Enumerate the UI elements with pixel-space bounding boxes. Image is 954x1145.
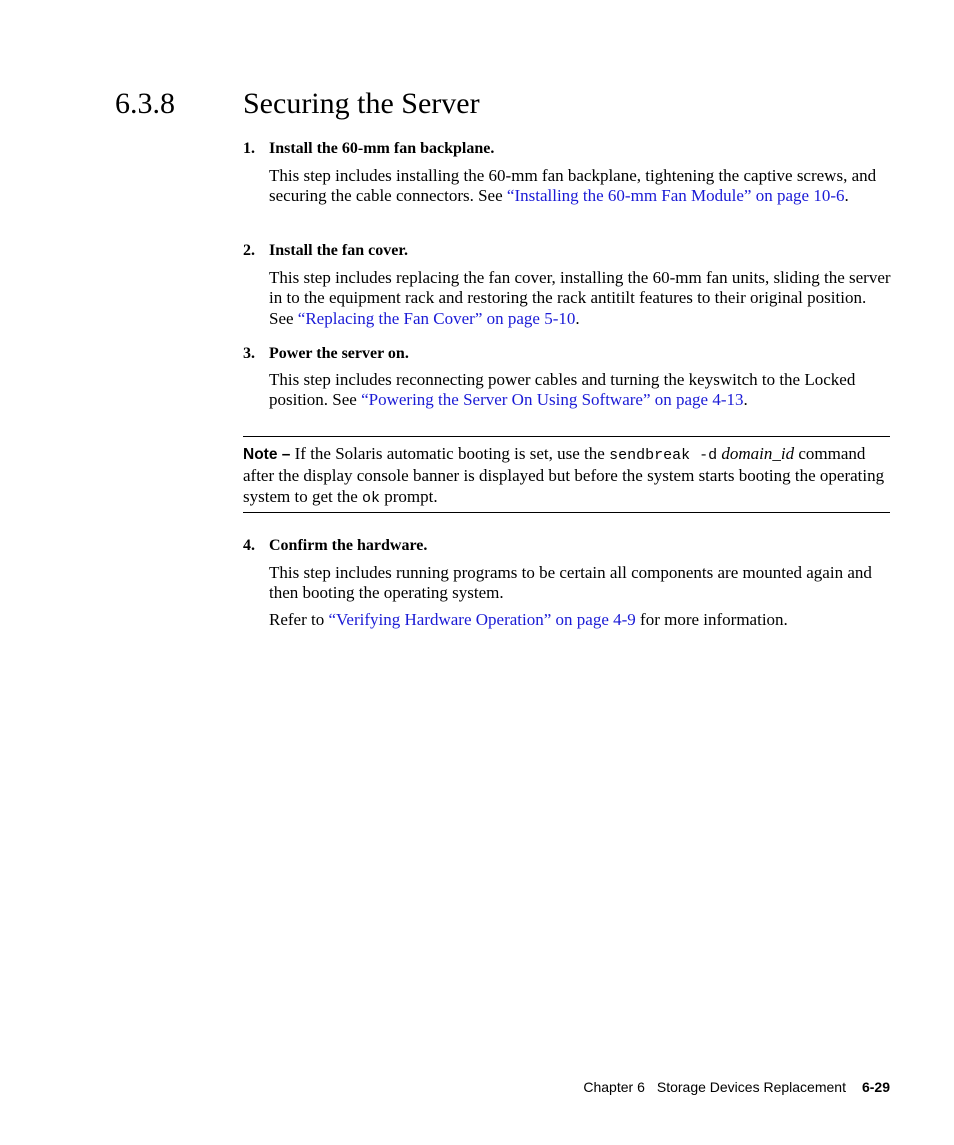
section-number: 6.3.8	[115, 87, 175, 120]
step-number: 2.	[243, 242, 255, 259]
paragraph-text: .	[743, 390, 748, 410]
step-2-paragraph	[269, 268, 891, 329]
note-body: If the Solaris automatic booting is set, use the	[290, 444, 610, 463]
step-title: Power the server on.	[269, 345, 409, 362]
step-number: 1.	[243, 140, 255, 157]
step-4-refer-paragraph	[269, 610, 891, 630]
note-text	[243, 444, 890, 509]
section-title: Securing the Server	[243, 87, 480, 120]
paragraph-text: for more information.	[635, 610, 788, 629]
step-1-heading	[243, 139, 494, 159]
cross-reference-link[interactable]: “Installing the 60-mm Fan Module” on page 10-6	[506, 186, 845, 206]
step-4-heading	[243, 536, 427, 556]
paragraph-text: This step includes replacing the fan cover, installing the 60-mm fan units, sliding the server in to the equipment rack and restoring the rack antitilt features to their original position. See	[269, 268, 891, 328]
paragraph-text: This step includes reconnecting power cables and turning the keyswitch to the Locked position. See	[269, 370, 856, 410]
step-3-heading	[243, 344, 409, 364]
cross-reference-link[interactable]: “Verifying Hardware Operation” on page 4-9	[328, 610, 636, 629]
note-box	[243, 436, 890, 513]
step-4-paragraph	[269, 563, 891, 604]
cross-reference-link[interactable]: “Replacing the Fan Cover” on page 5-10	[297, 308, 576, 328]
paragraph-text: This step includes installing the 60-mm fan backplane, tightening the captive screws, and securing the cable connectors. See	[269, 166, 877, 206]
step-number: 4.	[243, 537, 255, 554]
variable-domain-id: domain_id	[721, 444, 795, 463]
footer-chapter-title: Storage Devices Replacement	[656, 1079, 846, 1095]
step-title: Confirm the hardware.	[269, 537, 428, 554]
paragraph-text: Refer to	[269, 610, 329, 629]
paragraph-text: .	[575, 308, 580, 328]
paragraph-text: .	[844, 186, 849, 206]
step-title: Install the fan cover.	[269, 242, 408, 259]
page-footer	[583, 1078, 890, 1096]
code-sendbreak: sendbreak -d	[609, 447, 718, 464]
step-number: 3.	[243, 345, 255, 362]
footer-page-number: 6-29	[861, 1079, 890, 1095]
note-label: Note –	[243, 446, 291, 463]
step-1-paragraph	[269, 166, 891, 207]
note-body: prompt.	[380, 486, 438, 506]
note-body: command after the display console banner is displayed but before the system starts booting the operating system to get the	[243, 444, 885, 506]
step-2-heading	[243, 241, 408, 261]
cross-reference-link[interactable]: “Powering the Server On Using Software” on page 4-13	[361, 390, 744, 410]
paragraph-text: This step includes running programs to be certain all components are mounted again and then booting the operating system.	[269, 563, 872, 603]
step-3-paragraph	[269, 370, 891, 411]
code-ok: ok	[361, 489, 380, 507]
step-title: Install the 60-mm fan backplane.	[269, 140, 495, 157]
footer-chapter: Chapter 6	[583, 1079, 645, 1095]
